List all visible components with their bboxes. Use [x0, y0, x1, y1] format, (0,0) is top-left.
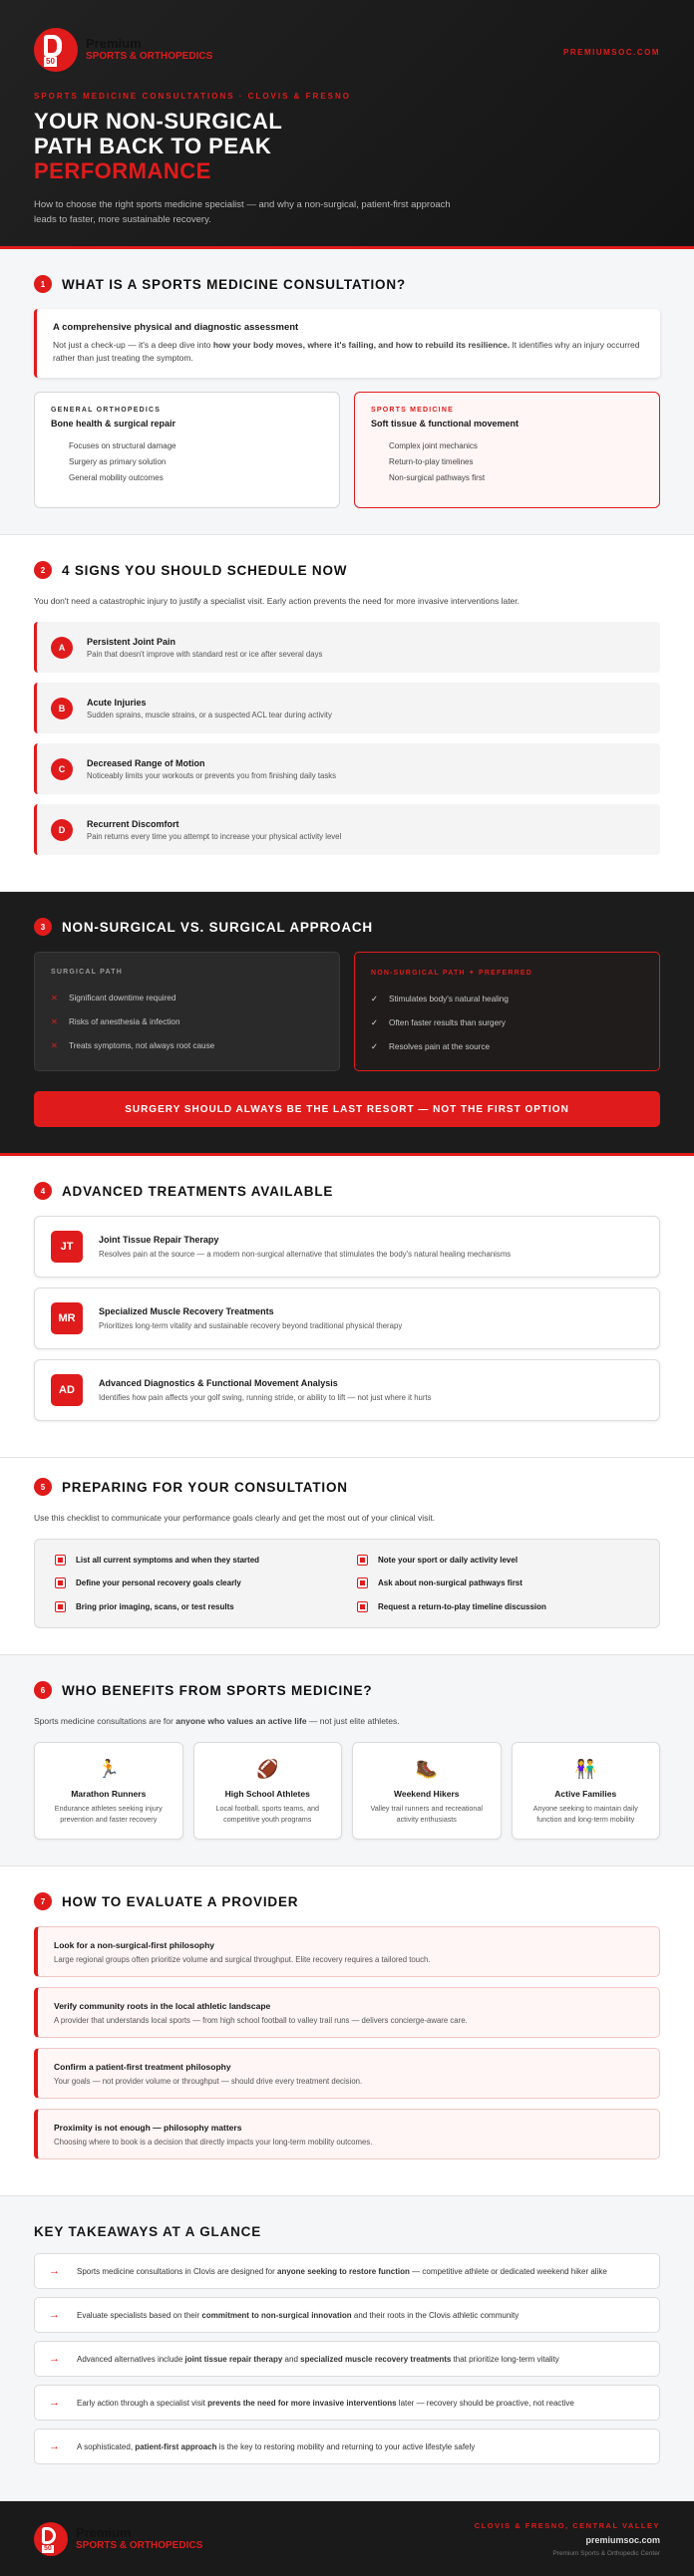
hero-subtitle: How to choose the right sports medicine specialist — and why a non-surgical, patient-first approach leads to faster, more sustainable recovery.: [34, 199, 451, 225]
check-icon: ✓: [371, 995, 378, 1003]
group-desc: Anyone seeking to maintain daily function and long-term mobility: [532, 1804, 638, 1824]
group-desc: Valley trail runners and recreational activity enthusiasts: [370, 1804, 484, 1824]
sign-item: [34, 804, 660, 855]
arrow-right-icon: →: [49, 2265, 60, 2277]
family-icon: 👫: [574, 1759, 597, 1779]
treatment-card: [34, 1288, 660, 1349]
football-icon: 🏈: [256, 1759, 279, 1779]
evaluate-desc: Your goals — not provider volume or throughput — should drive every treatment decision.: [54, 2076, 363, 2086]
sports-medicine-card: [354, 392, 660, 508]
logo-number: 50: [46, 57, 55, 66]
evaluate-title: Verify community roots in the local athletic landscape: [54, 2000, 271, 2011]
section-evaluate: [0, 1866, 694, 2196]
consultation-checklist: [34, 1539, 660, 1628]
card-label: NON-SURGICAL PATH ✦ PREFERRED: [371, 970, 533, 977]
sign-title: Persistent Joint Pain: [87, 636, 176, 647]
sign-desc: Pain that doesn't improve with standard rest or ice after several days: [87, 649, 323, 659]
checkbox-icon[interactable]: [55, 1601, 66, 1612]
footer-location: CLOVIS & FRESNO, CENTRAL VALLEY: [474, 2520, 660, 2530]
list-item: ✕ Significant downtime required: [51, 987, 323, 1010]
group-card: [193, 1742, 343, 1840]
card-title: Soft tissue & functional movement: [371, 419, 520, 429]
brand-name: Premium: [86, 36, 142, 51]
checkbox-icon[interactable]: [357, 1555, 368, 1566]
x-icon: ✕: [51, 994, 58, 1002]
evaluate-title: Proximity is not enough — philosophy matters: [54, 2122, 242, 2133]
checklist-item[interactable]: Request a return-to-play timeline discussion: [357, 1600, 639, 1613]
group-title: Weekend Hikers: [393, 1789, 460, 1799]
sign-title: Acute Injuries: [87, 697, 147, 708]
treatment-card: [34, 1216, 660, 1278]
section-signs: [0, 535, 694, 892]
treatment-badge: MR: [51, 1302, 83, 1334]
card-label: GENERAL ORTHOPEDICS: [51, 407, 162, 414]
general-orthopedics-card: [34, 392, 340, 508]
treatment-badge: JT: [51, 1231, 83, 1263]
takeaway-item: → Evaluate specialists based on their commitment to non-surgical innovation and their roots in the Clovis athletic community: [34, 2297, 660, 2333]
treatment-card: [34, 1359, 660, 1421]
section-preparing: [0, 1458, 694, 1655]
checkbox-icon[interactable]: [55, 1577, 66, 1588]
surgical-path-card: [34, 952, 340, 1071]
evaluate-item: [34, 1987, 660, 2038]
section-takeaways: [0, 2196, 694, 2501]
section-title: NON-SURGICAL VS. SURGICAL APPROACH: [62, 919, 373, 935]
brand-subname: SPORTS & ORTHOPEDICS: [86, 51, 213, 62]
brand-name: Premium: [76, 2524, 132, 2540]
list-item: ✓ Often faster results than surgery: [371, 1011, 643, 1035]
x-icon: ✕: [51, 1017, 58, 1026]
evaluate-desc: Large regional groups often prioritize volume and surgical throughput. Elite recovery requires a tailored touch.: [54, 1954, 431, 1964]
sign-letter: D: [51, 819, 73, 841]
hero-title: YOUR NON-SURGICAL PATH BACK TO PEAK PERFORMANCE: [34, 109, 283, 183]
arrow-right-icon: →: [49, 2440, 60, 2452]
hiking-boot-icon: 🥾: [415, 1759, 438, 1779]
takeaway-item: → Advanced alternatives include joint tissue repair therapy and specialized muscle recovery treatments that prioritize long-term vitality: [34, 2341, 660, 2377]
treatment-desc: Identifies how pain affects your golf swing, running stride, or ability to lift — not just where it hurts: [99, 1393, 432, 1402]
list-item: Surgery as primary solution: [69, 457, 167, 466]
logo-number: 50: [44, 2544, 52, 2552]
list-item: ✕ Risks of anesthesia & infection: [51, 1010, 323, 1034]
section-number: 3: [34, 918, 52, 936]
evaluate-item: [34, 2109, 660, 2159]
callout-text: Not just a check-up — it's a deep dive into how your body moves, where it's failing, and how to rebuild its resilience. It identifies why an injury occurred rather than just treating the symptom.: [53, 340, 640, 363]
group-title: High School Athletes: [224, 1789, 310, 1799]
list-item: Focuses on structural damage: [69, 441, 176, 450]
hero-kicker: SPORTS MEDICINE CONSULTATIONS · CLOVIS & FRESNO: [34, 92, 352, 101]
evaluate-title: Look for a non-surgical-first philosophy: [54, 1939, 215, 1950]
sign-item: [34, 743, 660, 794]
section-comparison: [0, 892, 694, 1156]
group-card: [34, 1742, 183, 1840]
runner-icon: 🏃: [97, 1759, 120, 1779]
sign-desc: Noticeably limits your workouts or prevents you from finishing daily tasks: [87, 770, 337, 780]
evaluate-desc: A provider that understands local sports — from high school football to valley trail runs — delivers concierge-aware care.: [54, 2015, 468, 2025]
group-title: Marathon Runners: [71, 1789, 147, 1799]
evaluate-desc: Choosing where to book is a decision that directly impacts your long-term mobility outcomes.: [54, 2137, 373, 2147]
group-card: [352, 1742, 502, 1840]
footer-center-name: Premium Sports & Orthopedic Center: [552, 2549, 660, 2557]
sign-letter: B: [51, 698, 73, 719]
treatment-title: Specialized Muscle Recovery Treatments: [99, 1306, 274, 1316]
checkbox-icon[interactable]: [357, 1601, 368, 1612]
group-card: [512, 1742, 661, 1840]
section-title: WHO BENEFITS FROM SPORTS MEDICINE?: [62, 1682, 373, 1698]
list-item: ✕ Treats symptoms, not always root cause: [51, 1034, 323, 1058]
definition-callout: [34, 309, 660, 378]
takeaway-item: → Early action through a specialist visit prevents the need for more invasive interventions later — recovery should be proactive, not reactive: [34, 2385, 660, 2421]
brand-logo-icon: [34, 2522, 68, 2556]
arrow-right-icon: →: [49, 2397, 60, 2409]
section-number: 6: [34, 1681, 52, 1699]
section-title: WHAT IS A SPORTS MEDICINE CONSULTATION?: [62, 276, 406, 292]
non-surgical-path-card: [354, 952, 660, 1071]
group-desc: Endurance athletes seeking injury prevention and faster recovery: [54, 1804, 163, 1824]
check-icon: ✓: [371, 1018, 378, 1027]
brand-subname: SPORTS & ORTHOPEDICS: [76, 2539, 203, 2551]
sign-item: [34, 622, 660, 673]
hero-header: [0, 0, 694, 249]
last-resort-banner: SURGERY SHOULD ALWAYS BE THE LAST RESORT — NOT THE FIRST OPTION: [34, 1091, 660, 1127]
checkbox-icon[interactable]: [55, 1555, 66, 1566]
section-treatments: [0, 1156, 694, 1458]
check-icon: ✓: [371, 1042, 378, 1051]
takeaways-title: KEY TAKEAWAYS AT A GLANCE: [34, 2224, 262, 2239]
section-number: 2: [34, 561, 52, 579]
checklist-item[interactable]: Note your sport or daily activity level: [357, 1554, 639, 1567]
section-what-is: [0, 249, 694, 535]
arrow-right-icon: →: [49, 2309, 60, 2321]
callout-title: A comprehensive physical and diagnostic assessment: [53, 322, 299, 333]
evaluate-item: [34, 1926, 660, 1977]
sign-title: Decreased Range of Motion: [87, 757, 205, 768]
sign-letter: A: [51, 637, 73, 659]
treatment-desc: Resolves pain at the source — a modern non-surgical alternative that stimulates the body's natural healing mechanisms: [99, 1250, 512, 1259]
section-intro: You don't need a catastrophic injury to justify a specialist visit. Early action prevents the need for more invasive interventions later.: [34, 596, 520, 606]
section-title: ADVANCED TREATMENTS AVAILABLE: [62, 1183, 334, 1199]
evaluate-title: Confirm a patient-first treatment philosophy: [54, 2061, 231, 2072]
x-icon: ✕: [51, 1041, 58, 1050]
treatment-desc: Prioritizes long-term vitality and sustainable recovery beyond traditional physical therapy: [99, 1321, 403, 1330]
checklist-item[interactable]: Define your personal recovery goals clearly: [55, 1576, 337, 1589]
list-item: General mobility outcomes: [69, 473, 164, 482]
section-number: 4: [34, 1182, 52, 1200]
evaluate-item: [34, 2048, 660, 2099]
section-intro: Sports medicine consultations are for anyone who values an active life — not just elite athletes.: [34, 1716, 400, 1726]
section-title: PREPARING FOR YOUR CONSULTATION: [62, 1479, 348, 1495]
arrow-right-icon: →: [49, 2353, 60, 2365]
header-site-link[interactable]: PREMIUMSOC.COM: [563, 48, 660, 57]
footer: [0, 2501, 694, 2576]
treatment-title: Advanced Diagnostics & Functional Movement Analysis: [99, 1378, 338, 1388]
checklist-item[interactable]: Ask about non-surgical pathways first: [357, 1576, 639, 1589]
checklist-item[interactable]: List all current symptoms and when they started: [55, 1554, 337, 1567]
takeaway-item: → A sophisticated, patient-first approach is the key to restoring mobility and returning to your active lifestyle safely: [34, 2429, 660, 2464]
list-item: Non-surgical pathways first: [389, 473, 486, 482]
group-title: Active Families: [554, 1789, 617, 1799]
sign-title: Recurrent Discomfort: [87, 818, 179, 829]
sign-desc: Sudden sprains, muscle strains, or a suspected ACL tear during activity: [87, 710, 332, 719]
section-title: 4 SIGNS YOU SHOULD SCHEDULE NOW: [62, 562, 348, 578]
brand-logo-icon: [34, 28, 78, 72]
list-item: Complex joint mechanics: [389, 441, 478, 450]
checkbox-icon[interactable]: [357, 1577, 368, 1588]
footer-brand[interactable]: [34, 2522, 202, 2556]
list-item: Return-to-play timelines: [389, 457, 474, 466]
sign-letter: C: [51, 758, 73, 780]
treatment-badge: AD: [51, 1374, 83, 1406]
treatment-title: Joint Tissue Repair Therapy: [99, 1235, 219, 1245]
section-intro: Use this checklist to communicate your performance goals clearly and get the most out of your clinical visit.: [34, 1513, 436, 1523]
section-number: 5: [34, 1478, 52, 1496]
list-item: ✓ Resolves pain at the source: [371, 1035, 643, 1059]
card-label: SPORTS MEDICINE: [371, 407, 454, 414]
checklist-item[interactable]: Bring prior imaging, scans, or test results: [55, 1600, 337, 1613]
section-who-benefits: [0, 1655, 694, 1866]
takeaway-item: → Sports medicine consultations in Clovis are designed for anyone seeking to restore function — competitive athlete or dedicated weekend hiker alike: [34, 2253, 660, 2289]
list-item: ✓ Stimulates body's natural healing: [371, 988, 643, 1011]
group-desc: Local football, sports teams, and competitive youth programs: [215, 1804, 319, 1824]
section-title: HOW TO EVALUATE A PROVIDER: [62, 1893, 299, 1909]
card-title: Bone health & surgical repair: [51, 419, 176, 429]
section-number: 1: [34, 275, 52, 293]
sign-item: [34, 683, 660, 733]
card-label: SURGICAL PATH: [51, 969, 123, 976]
section-number: 7: [34, 1892, 52, 1910]
sign-desc: Pain returns every time you attempt to increase your physical activity level: [87, 831, 342, 841]
footer-site-link[interactable]: premiumsoc.com: [585, 2534, 660, 2545]
